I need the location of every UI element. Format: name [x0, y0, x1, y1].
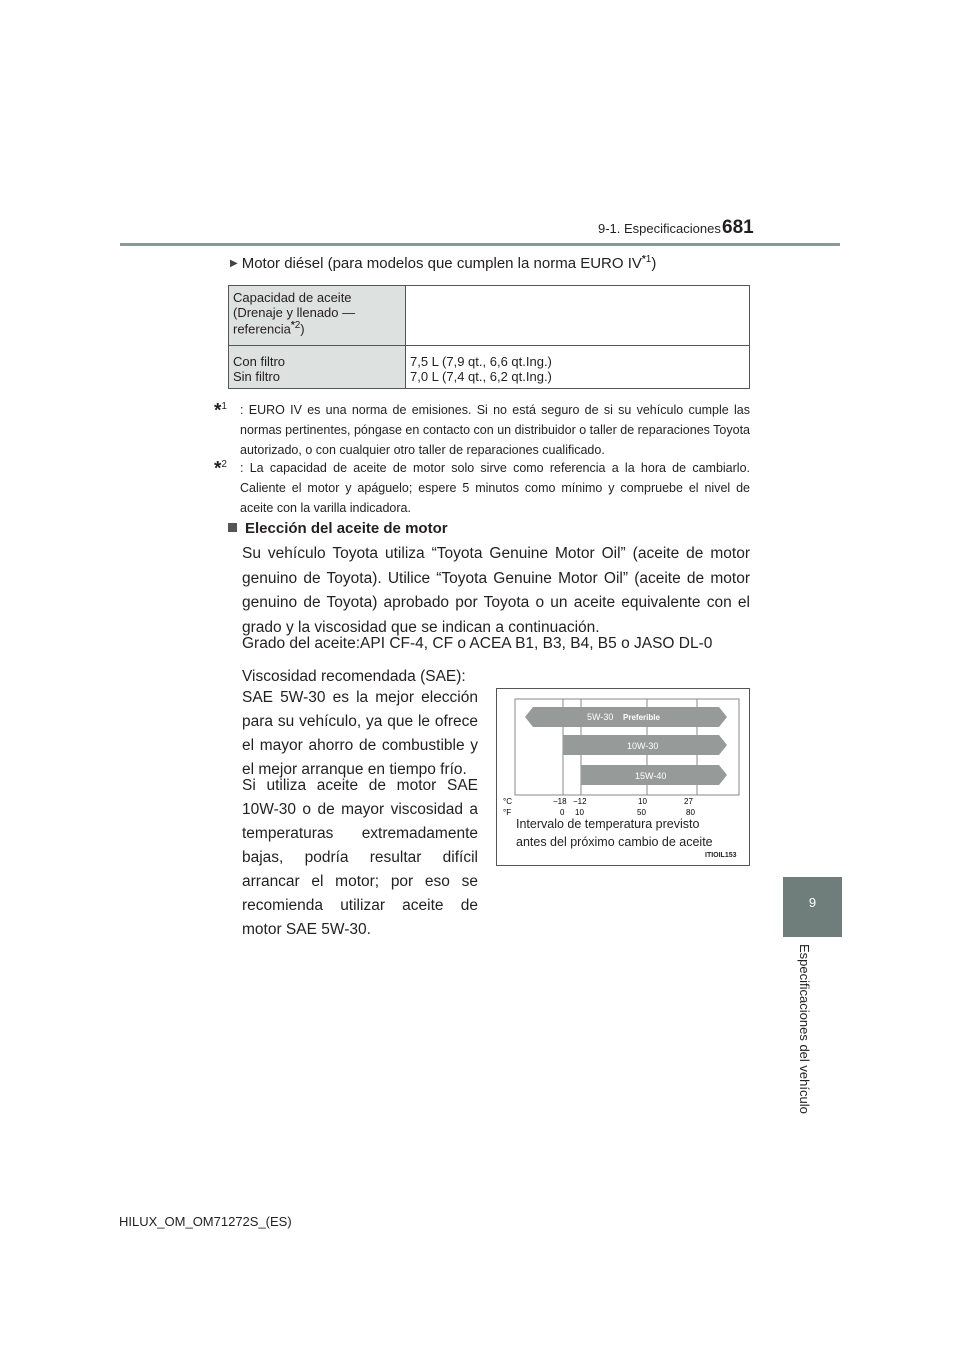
- table-header-line: Capacidad de aceite: [233, 290, 352, 305]
- tick-f: 10: [575, 808, 584, 817]
- tick-c: 10: [638, 797, 647, 806]
- unit-fahrenheit: °F: [503, 808, 512, 817]
- bar-label: 15W-40: [635, 771, 667, 781]
- paragraph-5w30: SAE 5W-30 es la mejor elección para su vehículo, ya que le ofrece el mayor ahorro de combustible y el mejor arranque en tiempo frío.: [242, 689, 478, 778]
- square-bullet-icon: [228, 523, 237, 532]
- footnote-star: *: [290, 320, 295, 331]
- row-label: Con filtro: [233, 354, 286, 369]
- page-footer: HILUX_OM_OM71272S_(ES): [119, 1214, 292, 1229]
- section-title: 9-1. Especificaciones: [598, 221, 721, 236]
- paragraph-cold-start: Si utiliza aceite de motor SAE 10W-30 o de mayor viscosidad a temperaturas extremadamente bajas, podría resultar difícil arrancar el motor; por eso se recomienda utilizar aceite de motor SAE 5W-30.: [242, 777, 478, 938]
- table-value-cell: [406, 346, 750, 389]
- row-value: 7,0 L (7,4 qt., 6,2 qt.Ing.): [410, 369, 552, 384]
- figure-caption: [516, 815, 713, 851]
- tick-c: −18: [553, 797, 567, 806]
- table-label-cell: [229, 346, 406, 389]
- footnote-star: *: [641, 254, 646, 265]
- table-header-close: ): [300, 321, 305, 337]
- table-header-cell: [229, 286, 406, 346]
- bar-tag: Preferible: [623, 713, 660, 722]
- footnote-star: *: [214, 458, 222, 480]
- footnote-num: 1: [221, 401, 227, 412]
- footnote-marker: [214, 397, 227, 421]
- table-header-line: [233, 320, 401, 336]
- bar-label: 5W-30: [587, 712, 614, 722]
- triangle-bullet-icon: ▶: [230, 258, 238, 269]
- footnote-2: [214, 458, 750, 518]
- caption-line: antes del próximo cambio de aceite: [516, 835, 713, 849]
- table-header-row: [229, 286, 750, 346]
- intro-line: [230, 254, 656, 272]
- header-divider: [120, 243, 840, 246]
- intro-close: ): [651, 255, 657, 272]
- footnote-num: 2: [221, 459, 227, 470]
- table-row: [229, 346, 750, 389]
- unit-celsius: °C: [503, 797, 512, 806]
- footnote-star: *: [214, 400, 222, 422]
- tick-f: 0: [560, 808, 565, 817]
- section-heading-text: Elección del aceite de motor: [245, 520, 448, 537]
- row-label: Sin filtro: [233, 369, 280, 384]
- intro-text: Motor diésel (para modelos que cumplen la norma EURO IV: [241, 255, 642, 272]
- tick-c: 27: [684, 797, 693, 806]
- table-header-text: referencia: [233, 321, 291, 337]
- tick-f: 80: [686, 808, 695, 817]
- section-heading: [228, 520, 448, 537]
- paragraph-intro: Su vehículo Toyota utiliza “Toyota Genuine Motor Oil” (aceite de motor genuino de Toyota). Utilice “Toyota Genuine Motor Oil” (aceite de motor genuino de Toyota) aprobado por Toyota o un aceite equivalente con el grado y la viscosidad que se indican a continuación.: [242, 545, 750, 636]
- chapter-tab[interactable]: 9: [783, 877, 842, 937]
- bar-label: 10W-30: [627, 741, 659, 751]
- footnote-ref: 2: [294, 320, 301, 331]
- row-value: 7,5 L (7,9 qt., 6,6 qt.Ing.): [410, 354, 552, 369]
- footnote-ref: 1: [645, 254, 652, 265]
- footnote-marker: [214, 455, 227, 479]
- viscosity-label: Viscosidad recomendada (SAE):: [242, 668, 466, 685]
- oil-grade: Grado del aceite:API CF-4, CF o ACEA B1, B3, B4, B5 o JASO DL-0: [242, 635, 713, 652]
- page-header: [0, 0, 960, 250]
- footnote-text: : La capacidad de aceite de motor solo sirve como referencia a la hora de cambiarlo. Caliente el motor y apáguelo; espere 5 minutos como mínimo y compruebe el nivel de aceite con la varilla indicadora.: [240, 461, 750, 515]
- chapter-label: Especificaciones del vehículo: [797, 944, 812, 1114]
- figure-code: ITIOIL153: [705, 852, 737, 859]
- table-header-empty: [406, 286, 750, 346]
- oil-capacity-table: [228, 285, 750, 389]
- caption-line: Intervalo de temperatura previsto: [516, 817, 700, 831]
- page-number: 681: [722, 217, 754, 238]
- table-header-line: (Drenaje y llenado —: [233, 305, 356, 320]
- tick-f: 50: [637, 808, 646, 817]
- footnote-text: : EURO IV es una norma de emisiones. Si no está seguro de si su vehículo cumple las normas pertinentes, póngase en contacto con un distribuidor o taller de reparaciones Toyota autorizado, o con cualquier otro taller de reparaciones cualificado.: [240, 403, 750, 457]
- footnote-1: [214, 400, 750, 460]
- tick-c: −12: [573, 797, 587, 806]
